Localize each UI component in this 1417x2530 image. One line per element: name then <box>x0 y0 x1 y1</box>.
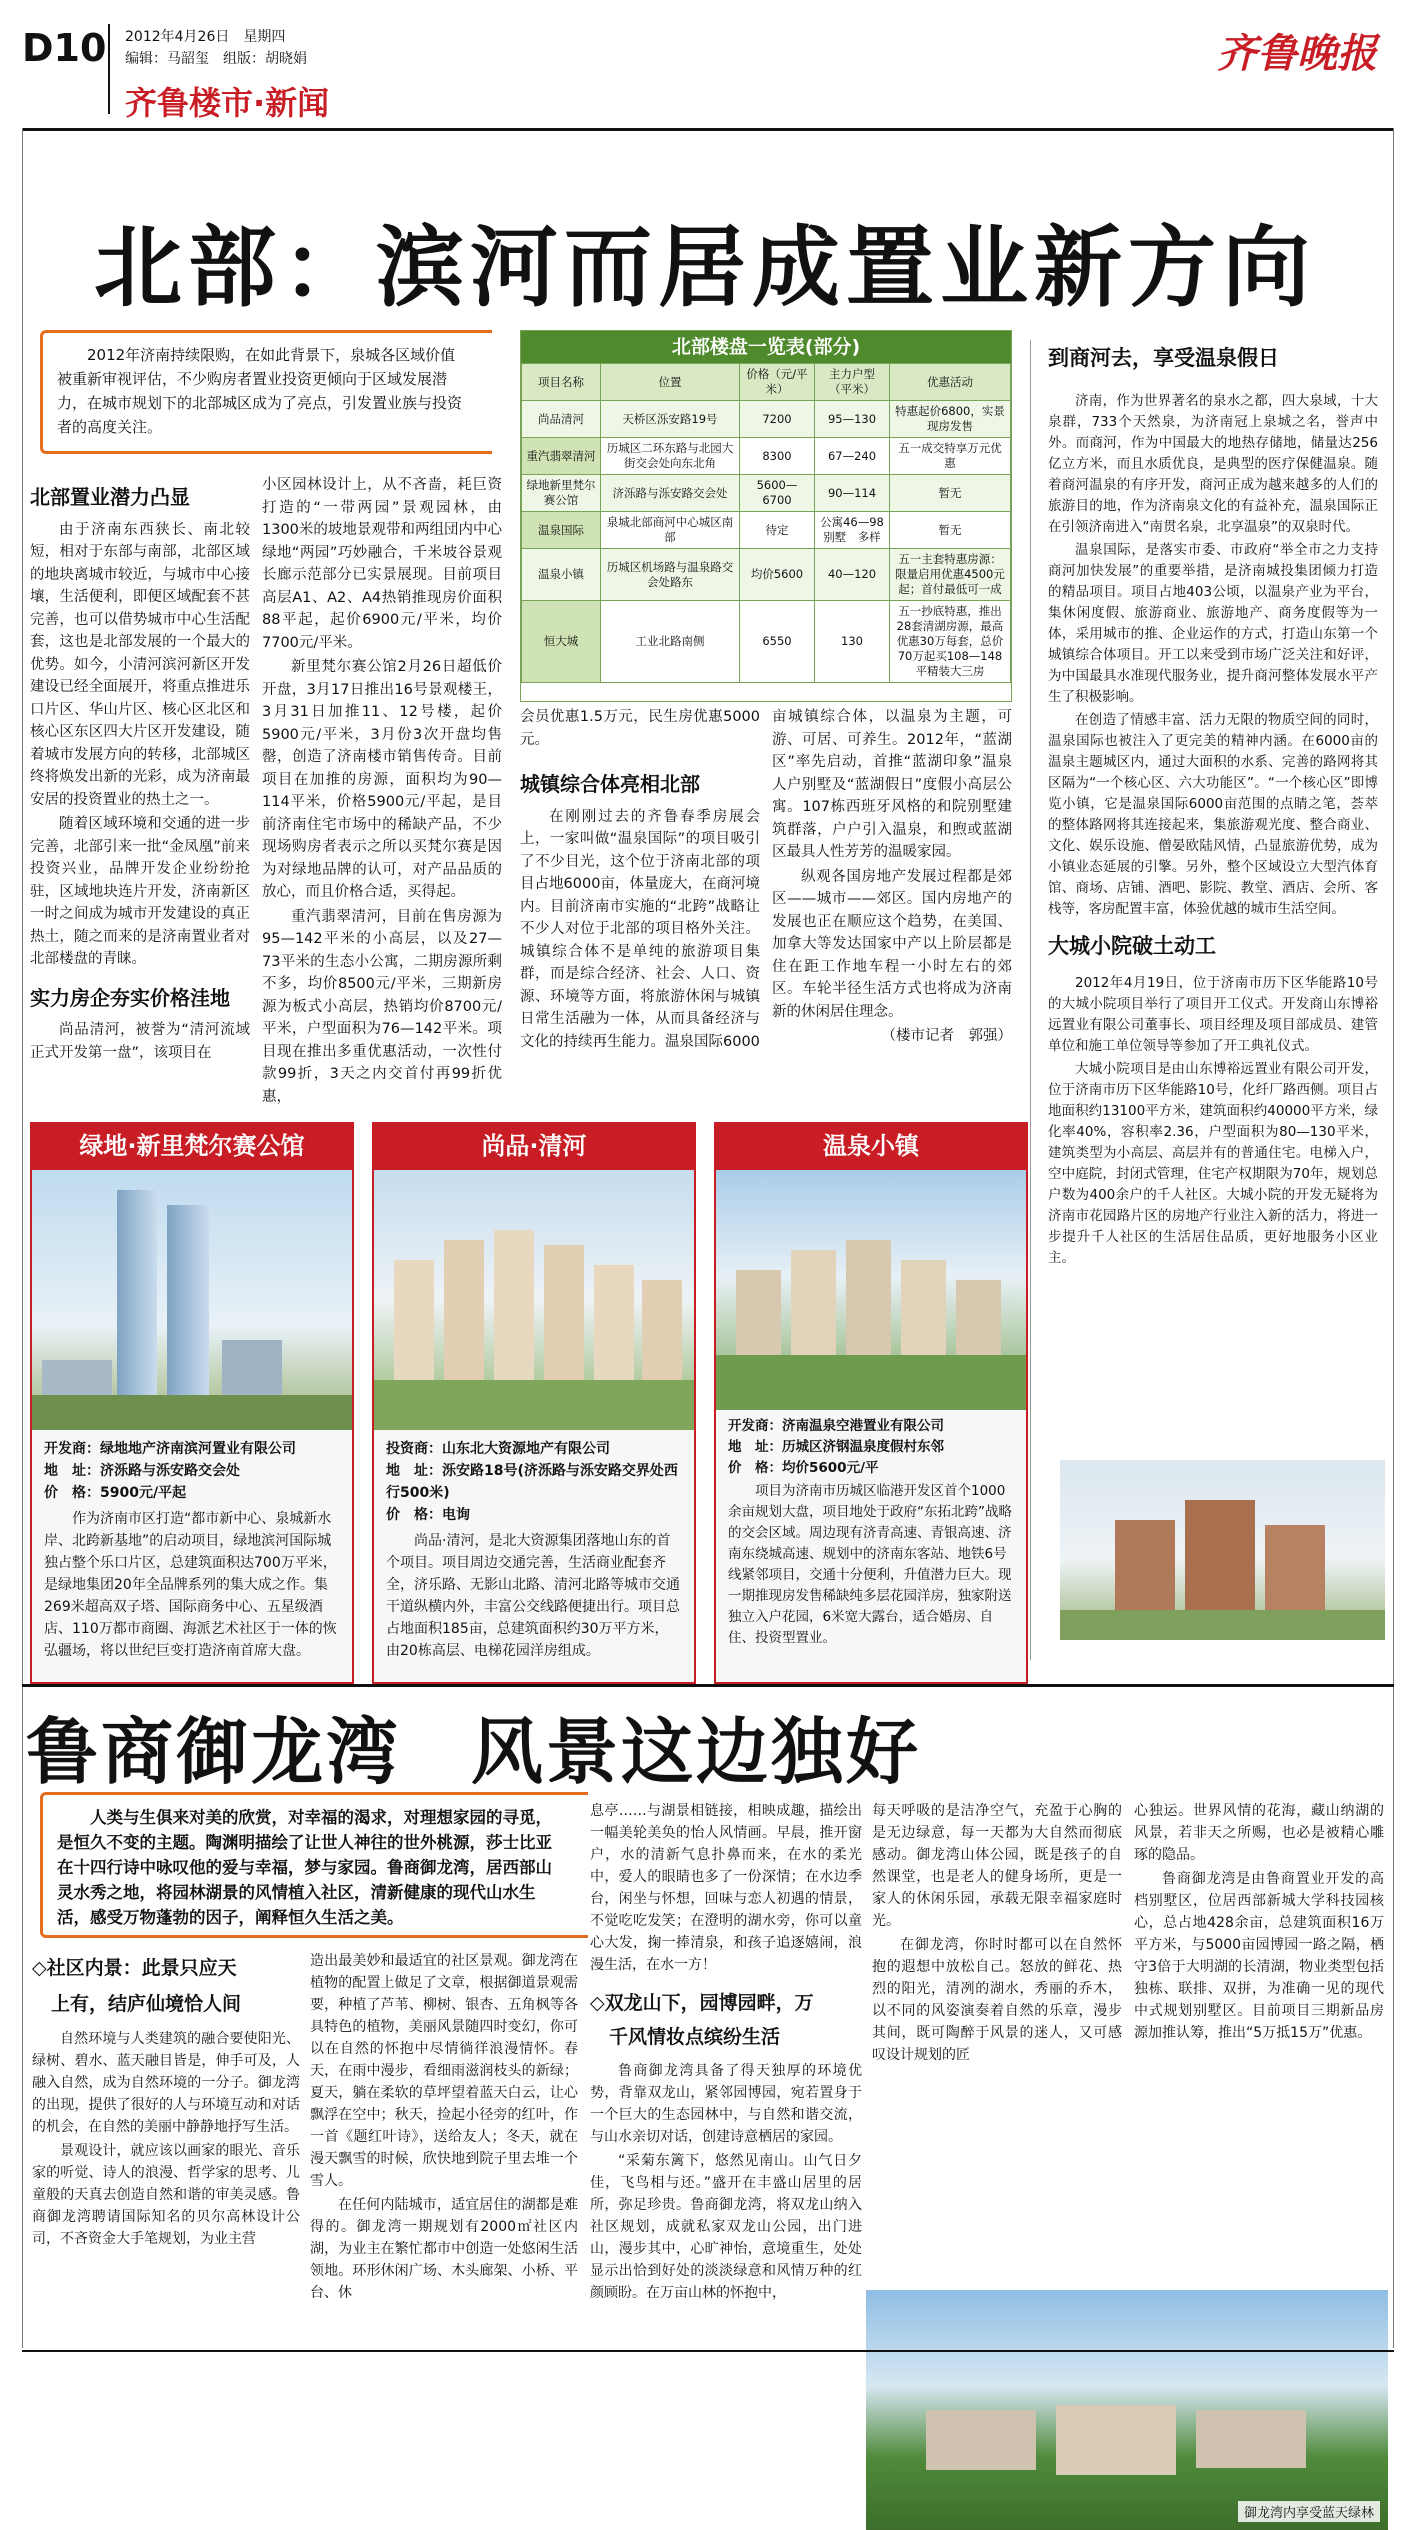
paragraph: 景观设计，就应该以画家的眼光、音乐家的听觉、诗人的浪漫、哲学家的思考、儿童般的天真去创造自然和谐的审美灵感。鲁商御龙湾聘请国际知名的贝尔高林设计公司，不吝资金大手笔规划，为业主营 <box>32 2143 300 2247</box>
card-price: 价 格：均价5600元/平 <box>728 1460 879 1476</box>
subheading-potential: 北部置业潜力凸显 <box>30 485 190 509</box>
table-cell: 待定 <box>740 512 815 549</box>
bottom-rule <box>22 2350 1394 2352</box>
subheading-line: ◇社区内景：此景只应天 <box>32 1957 237 1979</box>
paragraph: 大城小院项目是由山东博裕远置业有限公司开发，位于济南市历下区华能路10号，化纤厂路西侧。项目占地面积约13100平方米，建筑面积约40000平方米，绿化率40%，容积率2.36，户型面积为80—130平米，建筑类型为小高层、高层并有的普通住宅。电梯入户，空中庭院，封闭式管理，住宅产权期限为70年，规划总户数为400余户的千人社区。大城小院的开发无疑将为济南市花园路片区的房地产行业注入新的活力，将进一步提升千人社区的生活居住品质，更好地服务小区业主。 <box>1048 1061 1378 1266</box>
card-photo <box>716 1170 1026 1410</box>
subheading-hot-spring: 到商河去，享受温泉假日 <box>1048 346 1279 370</box>
article-lead <box>40 330 492 454</box>
table-cell: 特惠起价6800，实景现房发售 <box>890 401 1011 438</box>
paragraph: 在刚刚过去的齐鲁春季房展会上，一家叫做“温泉国际”的项目吸引了不少目光，这个位于济南北部的项目占地6000亩，体量庞大，在商河境内。目前济南市实施的“北跨”战略让不少人对位于北部的项目格外关注。城镇综合体不是单纯的旅游项目集群，而是综合经济、社会、人口、资源、环境等方面，将旅游休闲与城镇日常生活融为一体，从而具备经济与文化的持续再生能力。温泉国际6000 <box>520 808 760 1050</box>
table-header-cell: 项目名称 <box>522 364 601 401</box>
table-cell: 40—120 <box>815 549 890 601</box>
paragraph: 亩城镇综合体，以温泉为主题，可游、可居、可养生。2012年，“蓝湖区”率先启动，首推“蓝湖印象”温泉人户别墅及“蓝湖假日”度假小高层公寓。107栋西班牙风格的和院别墅建筑群落，户户引入温泉，和煦或蓝湖区最具人性芳芳的温暖家园。 <box>772 709 1012 860</box>
villa-shape <box>1196 2410 1306 2468</box>
listing-table <box>521 363 1011 683</box>
paragraph: 在创造了情感丰富、活力无限的物质空间的同时，温泉国际也被注入了更完美的精神内涵。在6000亩的温泉主题城区内，通过大面积的水系、完善的路网将其区隔为“一个核心区、六大功能区”。“一个核心区”即博览小镇，它是温泉国际6000亩范围的点睛之笔，荟萃的整体路网将其连接起来，集旅游观光度、整合商业、文化、娱乐设施、僧晏欧陆风情，凸显旅游优势，成为小镇业态延展的引擎。另外，整个区域设立大型汽体育馆、商场、店铺、酒吧、影院、教堂、酒店、会所、客栈等，客房配置丰富，体验优越的城市生活空间。 <box>1048 712 1378 917</box>
table-title: 北部楼盘一览表(部分) <box>521 331 1011 363</box>
table-cell: 90—114 <box>815 475 890 512</box>
project-card <box>372 1122 696 1684</box>
headline-part-b: 风景这边独好 <box>471 1710 922 1794</box>
paragraph: 每天呼吸的是洁净空气，充盈于心胸的是无边绿意，每一天都为大自然而彻底感动。御龙湾山体公园，既是孩子的自然课堂，也是老人的健身场所，更是一家人的休闲乐园，承载无限幸福家庭时光。 <box>872 1803 1122 1929</box>
table-cell: 五一主套特惠房源：限量启用优惠4500元起；首付最低可一成 <box>890 549 1011 601</box>
paragraph: 随着区域环境和交通的进一步完善，北部引来一批“金凤凰”前来投资兴业，品牌开发企业纷纷抢驻，区域地块连片开发，济南新区一时之间成为城市开发建设的真正热土，随之而来的是济南置业者对北部楼盘的青睐。 <box>30 816 250 967</box>
article-divider <box>22 1684 1394 1687</box>
right-column-rule <box>1030 340 1031 1660</box>
table-header-cell: 主力户型（平米） <box>815 364 890 401</box>
project-card <box>714 1122 1028 1684</box>
table-cell: 恒大城 <box>522 601 601 683</box>
table-cell: 67—240 <box>815 438 890 475</box>
section-label: 齐鲁楼市 <box>125 84 254 122</box>
paragraph: 重汽翡翠清河，目前在售房源为95—142平米的小高层，以及27—73平米的生态小公寓，二期房源所剩不多，均价8500元/平米，三期新房源为板式小高层，热销均价8700元/平米，户型面积为76—142平米。项目现在推出多重优惠活动，一次性付款99折，3天之内交首付再99折优惠， <box>262 908 502 1105</box>
table-cell: 暂无 <box>890 475 1011 512</box>
article2-column-1 <box>32 1950 300 2350</box>
table-row <box>522 549 1011 601</box>
building-shape <box>1060 1610 1385 1640</box>
article2-column-4 <box>872 1800 1122 2100</box>
paragraph: 鲁商御龙湾是由鲁商置业开发的高档别墅区，位居西部新城大学科技园核心，总占地428余亩，总建筑面积16万平方米，与5000亩园博园一路之隔，栖守3倍于大明湖的长清湖，物业类型包括独栋、联排、双拼，为准确一见的现代中式规划别墅区。目前项目三期新品房源加推认筹，推出“5万抵15万”优惠。 <box>1134 1871 1384 2041</box>
byline: （楼市记者 郭强） <box>881 1028 1012 1044</box>
table-cell: 五一抄底特惠，推出28套清湖房源，最高优惠30万每套，总价70万起买108—148平精装大三房 <box>890 601 1011 683</box>
paragraph: 纵观各国房地产发展过程都是郊区——城市——郊区。国内房地产的发展也正在顺应这个趋势，在美国、加拿大等发达国家中产以上阶层都是住在距工作地车程一小时左右的郊区。车轮半径生活方式也将成为济南新的休闲居住理念。 <box>772 868 1012 1020</box>
card-photo <box>374 1170 694 1430</box>
card-developer: 投资商：山东北大资源地产有限公司 <box>386 1441 610 1457</box>
card-developer: 开发商：济南温泉空港置业有限公司 <box>728 1418 944 1434</box>
card-address: 地 址：济泺路与泺安路交会处 <box>44 1463 240 1479</box>
tower-shape <box>117 1190 157 1430</box>
page-border-left <box>22 128 23 2348</box>
card-description: 尚品·清河，是北大资源集团落地山东的首个项目。项目周边交通完善，生活商业配套齐全，济乐路、无影山北路、清河北路等城市交通干道纵横内外，丰富公交线路便捷出行。项目总占地面积185亩，总建筑面积约30万平方米，由20栋高层、电梯花园洋房组成。 <box>386 1533 680 1659</box>
card-description: 作为济南市区打造“都市新中心、泉城新水岸、北跨新基地”的启动项目，绿地滨河国际城独占整个乐口片区，总建筑面积达700万平米，是绿地集团20年全品牌系列的集大成之作。集269米超高双子塔、国际商务中心、五星级酒店、110万都市商圈、海派艺术社区于一体的恢弘疆场，将以世纪巨变打造济南首席大盘。 <box>44 1511 337 1659</box>
second-lead <box>40 1792 588 1938</box>
card-title: 绿地·新里梵尔赛公馆 <box>32 1122 352 1170</box>
project-card <box>30 1122 354 1684</box>
card-title: 尚品·清河 <box>374 1122 694 1170</box>
table-cell: 泉城北部商河中心城区南部 <box>601 512 740 549</box>
paragraph: 尚品清河，被誉为“清河流域正式开发第一盘”，该项目在 <box>30 1022 250 1061</box>
card-photo <box>32 1170 352 1430</box>
table-row <box>522 475 1011 512</box>
article-column-2 <box>262 474 502 1122</box>
table-header-cell: 价格（元/平米） <box>740 364 815 401</box>
subheading-complex: 城镇综合体亮相北部 <box>520 772 700 796</box>
paragraph: 自然环境与人类建筑的融合要使阳光、绿树、碧水、蓝天融目皆是，伸手可及，人融入自然，成为自然环境的一分子。御龙湾的出现，提供了很好的人与环境互动和对话的机会，在自然的美丽中静静地抒写生活。 <box>32 2031 300 2135</box>
subheading-line: 千风情妆点缤纷生活 <box>609 2026 781 2048</box>
table-cell: 5600—6700 <box>740 475 815 512</box>
table-header-cell: 位置 <box>601 364 740 401</box>
paragraph: 鲁商御龙湾具备了得天独厚的环境优势，背靠双龙山，紧邻园博园，宛若置身于一个巨大的生态园林中，与自然和谐交流，与山水亲切对话，创建诗意栖居的家园。 <box>590 2063 862 2145</box>
ground-shape <box>716 1355 1026 1410</box>
issue-date: 2012年4月26日 星期四 <box>125 29 286 45</box>
page-number: D10 <box>22 26 107 70</box>
paragraph: 息亭……与湖景相链接，相映成趣，描绘出一幅美轮美奂的怡人风情画。早晨，推开窗户，水的清新气息扑鼻而来，在水的柔光中，爱人的眼睛也多了一份深情；在水边季台，闲坐与怀想，回味与恋人初遇的情景，不觉吃吃发笑；在澄明的湖水旁，你可以童心大发，掬一捧清泉，和孩子追逐嬉闹，浪漫生活，在水一方！ <box>590 1803 862 1973</box>
table-row <box>522 401 1011 438</box>
masthead-divider <box>108 24 110 114</box>
villa-shape <box>1056 2405 1176 2475</box>
table-cell: 8300 <box>740 438 815 475</box>
table-cell: 95—130 <box>815 401 890 438</box>
photo-caption: 御龙湾内享受蓝天绿林 <box>1238 2501 1380 2522</box>
right-building-photo <box>1060 1460 1385 1640</box>
table-cell: 五一成交特享万元优惠 <box>890 438 1011 475</box>
paragraph: 在御龙湾，你时时都可以在自然怀抱的遐想中放松自己。怒放的鲜花、热烈的阳光，清冽的湖水，秀丽的乔木，以不同的风姿演奏着自然的乐章，漫步其间，既可陶醉于风景的迷人，又可感叹设计规划的匠 <box>872 1937 1122 2063</box>
table-cell: 绿地新里梵尔赛公馆 <box>522 475 601 512</box>
subheading-groundbreaking: 大城小院破土动工 <box>1048 934 1216 958</box>
article2-column-2 <box>310 1950 578 2350</box>
ground-shape <box>374 1380 694 1430</box>
table-cell: 济泺路与泺安路交会处 <box>601 475 740 512</box>
right-column <box>1048 340 1378 1400</box>
subheading-line: ◇双龙山下，园博园畔，万 <box>590 1992 814 2014</box>
card-info <box>32 1430 352 1670</box>
table-cell: 公寓46—98 别墅 多样 <box>815 512 890 549</box>
subheading-price: 实力房企夯实价格洼地 <box>30 985 230 1010</box>
table-row <box>522 438 1011 475</box>
table-row <box>522 601 1011 683</box>
table-header-row <box>522 364 1011 401</box>
card-price: 价 格：电询 <box>386 1507 470 1523</box>
card-title: 温泉小镇 <box>716 1122 1026 1170</box>
listing-table-box <box>520 330 1012 702</box>
paragraph: 小区园林设计上，从不吝啬，耗巨资打造的“一带两园”景观园林，由1300米的坡地景观带和两组団内中心绿地“两园”巧妙融合，千米坡谷景观长廊示范部分已实景展现。目前项目高层A1、A2、A4热销推现房价面积88平起，起价6900元/平米，均价7700元/平米。 <box>262 477 502 651</box>
subheading-scenery <box>32 1950 300 2022</box>
table-cell: 暂无 <box>890 512 1011 549</box>
table-cell: 温泉小镇 <box>522 549 601 601</box>
table-cell: 温泉国际 <box>522 512 601 549</box>
table-cell: 天桥区泺安路19号 <box>601 401 740 438</box>
card-price: 价 格：5900元/平起 <box>44 1485 187 1501</box>
table-header-cell: 优惠活动 <box>890 364 1011 401</box>
page-border-right <box>1393 128 1394 2348</box>
paragraph: “采菊东篱下，悠然见南山。山气日夕佳，飞鸟相与还。”盛开在丰盛山居里的居所，弥足珍贵。鲁商御龙湾，将双龙山纳入社区规划，成就私家双龙山公园，出门进山，漫步其中，心旷神怡，意境重生，处处显示出恰到好处的淡淡绿意和风情万种的红颜顾盼。在万亩山林的怀抱中， <box>590 2153 862 2301</box>
main-headline: 北部：滨河而居成置业新方向 <box>93 216 1316 319</box>
editor-credits: 编辑：马韶玺 组版：胡晓娟 <box>125 51 307 67</box>
villa-shape <box>926 2410 1036 2470</box>
article-column-1 <box>30 478 250 1128</box>
card-description: 项目为济南市历城区临港开发区首个1000余亩规划大盘，项目地处于政府“东拓北跨”战略的交会区域。周边现有济青高速、青银高速、济南东绕城高速、规划中的济南东客站、地铁6号线紧邻项目，交通十分便利，升值潜力巨大。现一期推现房发售稀缺纯多层花园洋房，独家附送独立入户花园，6米宽大露台，适合婚房、自住、投资型置业。 <box>728 1483 1012 1646</box>
table-cell: 工业北路南侧 <box>601 601 740 683</box>
paragraph: 心独运。世界风情的花海，藏山纳湖的风景，若非天之所赐，也必是被精心雕琢的隐品。 <box>1134 1803 1384 1863</box>
headline-part-a: 鲁商御龙湾 <box>26 1710 402 1794</box>
section-dot: · <box>253 84 266 122</box>
table-row <box>522 512 1011 549</box>
second-headline <box>26 1694 921 1798</box>
paragraph: 在任何内陆城市，适宜居住的湖都是难得的。御龙湾一期规划有2000㎡社区内湖，为业主在繁忙都市中创造一处悠闲生活领地。环形休闲广场、木头廊架、小桥、平台、休 <box>310 2197 578 2301</box>
lead-text: 2012年济南持续限购，在如此背景下，泉城各区域价值被重新审视评估，不少购房者置业投资更倾向于区域发展潜力，在城市规划下的北部城区成为了亮点，引发置业族与投资者的高度关注。 <box>57 346 463 436</box>
subheading-hills <box>590 1986 862 2054</box>
subheading-line: 上有，结庐仙境恰人间 <box>51 1993 242 2015</box>
table-cell: 尚品清河 <box>522 401 601 438</box>
table-cell: 历城区机场路与温泉路交会处路东 <box>601 549 740 601</box>
card-address: 地 址：历城区济钢温泉度假村东邻 <box>728 1439 944 1455</box>
section-news: 新闻 <box>265 84 330 122</box>
paragraph: 济南，作为世界著名的泉水之都，四大泉域，十大泉群，733个天然泉，为济南冠上泉城之名，誉声中外。而商河，作为中国最大的地热存储地，储量达256亿立方米，而且水质优良，是典型的医疗保健温泉。随着商河温泉的有序开发，商河正成为越来越多的人们的旅游目的地，作为济南泉文化的有益补充，温泉国际正在引领济南进入“南贯名泉，北享温泉”的双泉时代。 <box>1048 393 1378 535</box>
paragraph: 温泉国际，是落实市委、市政府“举全市之力支持商河加快发展”的重要举措，是济南城投集团倾力打造的精品项目。项目占地403公顷，以温泉产业为平台，集休闲度假、旅游商业、旅游地产、商务度假等为一体，采用城市的推、企业运作的方式，打造山东第一个城镇综合体项目。开工以来受到市场广泛关注和好评，为中国最具水准现代服务业，提升商河整体发展水平产生了积极影响。 <box>1048 542 1378 705</box>
table-cell: 历城区二环东路与北园大街交会处向东北角 <box>601 438 740 475</box>
newspaper-brand: 齐鲁晚报 <box>1217 30 1377 77</box>
villa-photo <box>866 2290 1388 2530</box>
card-info <box>716 1410 1026 1655</box>
table-cell: 130 <box>815 601 890 683</box>
table-cell: 7200 <box>740 401 815 438</box>
header-rule <box>22 128 1394 131</box>
lead-text: 人类与生俱来对美的欣赏，对幸福的渴求，对理想家园的寻觅，是恒久不变的主题。陶渊明描绘了让世人神往的世外桃源，莎士比亚在十四行诗中咏叹他的爱与幸福，梦与家园。鲁商御龙湾，居西部山灵水秀之地，将园林湖景的风情植入社区，清新健康的现代山水生活，感受万物蓬勃的因子，阐释恒久生活之美。 <box>57 1808 552 1927</box>
section-title <box>125 78 329 124</box>
table-cell: 6550 <box>740 601 815 683</box>
paragraph: 造出最美妙和最适宜的社区景观。御龙湾在植物的配置上做足了文章，根据御道景观需要，种植了芦苇、柳树、银杏、五角枫等各具特色的植物，美丽风景随四时变幻，你可以在自然的怀抱中尽情徜徉浪漫情怀。春天，在雨中漫步，看细雨滋润枝头的新绿；夏天，躺在柔软的草坪望着蓝天白云，让心飘浮在空中；秋天，捡起小径旁的红叶，作一首《题红叶诗》，送给友人；冬天，就在漫天飘雪的时候，欣快地到院子里去堆一个雪人。 <box>310 1953 578 2189</box>
article2-column-5 <box>1134 1800 1384 2100</box>
article-column-4 <box>772 706 1012 1121</box>
article-column-3 <box>520 706 760 1121</box>
paragraph: 2012年4月19日，位于济南市历下区华能路10号的大城小院项目举行了项目开工仪式。开发商山东博裕远置业有限公司董事长、项目经理及项目部成员、建管单位和施工单位领导等参加了开工典礼仪式。 <box>1048 975 1378 1054</box>
card-info <box>374 1430 694 1670</box>
paragraph: 由于济南东西狭长、南北较短，相对于东部与南部，北部区域的地块离城市较近，与城市中心接壤，生活便利，即便区域配套不甚完善，也可以借势城市中心生活配套，这也是北部发展的一个最大的优势。如今，小清河滨河新区开发建设已经全面展开，将重点推进乐口片区、华山片区、核心区北区和核心区东区四大片区开发建设，随着城市发展方向的转移，北部城区终将焕发出新的光彩，成为济南最安居的投资置业的热土之一。 <box>30 521 250 808</box>
paragraph: 会员优惠1.5万元，民生房优惠5000元。 <box>520 709 760 748</box>
card-developer: 开发商：绿地地产济南滨河置业有限公司 <box>44 1441 296 1457</box>
table-cell: 均价5600 <box>740 549 815 601</box>
card-address: 地 址：泺安路18号(济泺路与泺安路交界处西行500米) <box>386 1463 678 1501</box>
table-cell: 重汽翡翠清河 <box>522 438 601 475</box>
paragraph: 新里梵尔赛公馆2月26日超低价开盘，3月17日推出16号景观楼王，3月31日加推11、12号楼，起价5900元/平米，3月份3次开盘均售罄，创造了济南楼市销售传奇。目前项目在加推的房源，面积均为90—114平米，价格5900元/平起，是目前济南住宅市场中的稀缺产品，不少现场购房者表示之所以买梵尔赛是因为对绿地品牌的认可，对产品品质的放心，而且价格合适，买得起。 <box>262 659 502 900</box>
article2-column-3 <box>590 1800 862 2350</box>
ground-shape <box>32 1395 352 1430</box>
